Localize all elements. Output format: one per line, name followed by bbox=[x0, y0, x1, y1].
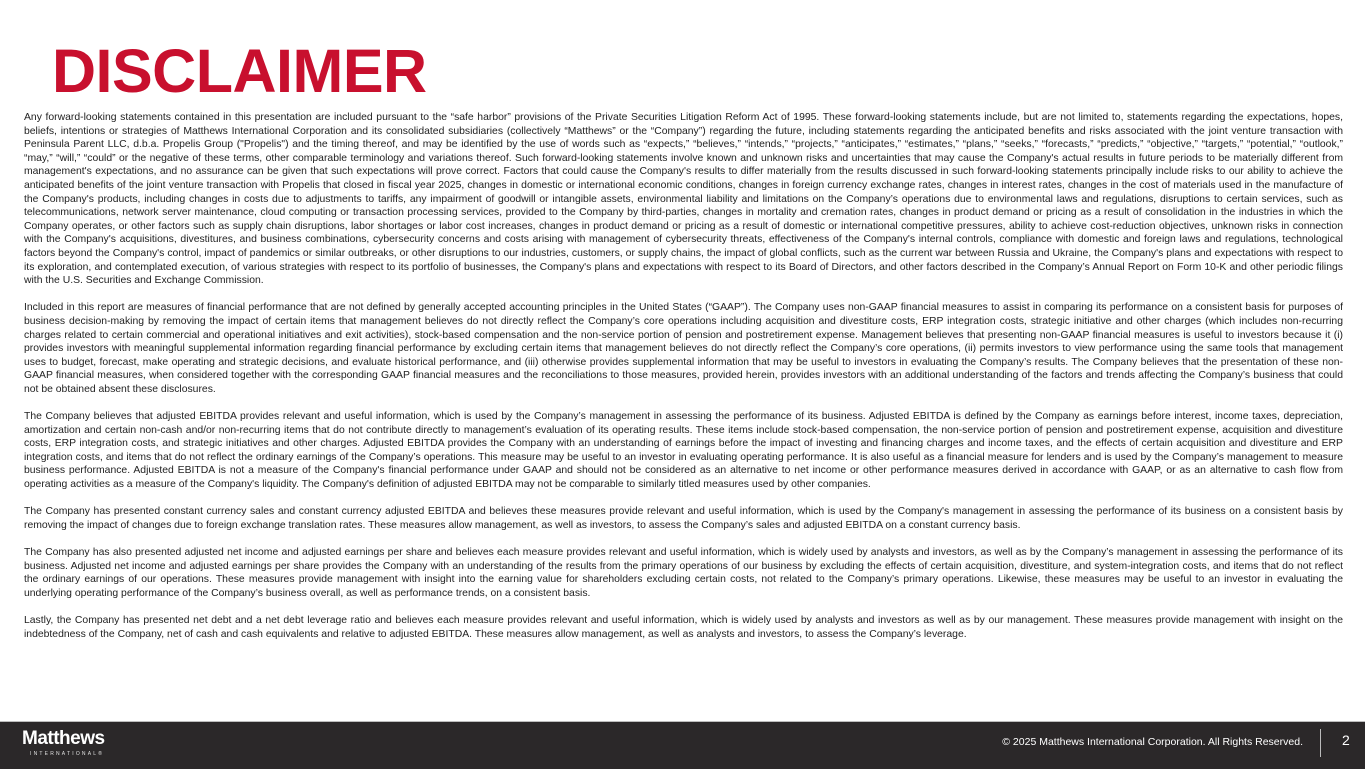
logo-subtitle: INTERNATIONAL® bbox=[30, 751, 105, 757]
matthews-logo bbox=[22, 729, 105, 757]
paragraph-adjusted-net-income: The Company has also presented adjusted net income and adjusted earnings per share and believes each measure provides relevant and useful information, which is widely used by analysts and investors, as well as by the Company’s management in assessing the performance of its business. Adjusted net income and adjusted earnings per share provides the Company with an understanding of the results from the primary operations of our business by excluding the effects of certain acquisition, divestiture, and system-integration costs, and items that do not reflect the ordinary earnings of our operations. These measures provide management with insight into the earning value for shareholders excluding certain costs, not related to the Company’s primary operations. Likewise, these measures may be useful to an investor in evaluating the underlying operating performance of the Company’s business overall, as well as performance trends, on a consistent basis. bbox=[24, 547, 1343, 599]
page-number: 2 bbox=[1342, 732, 1350, 748]
copyright-notice: © 2025 Matthews International Corporation. All Rights Reserved. bbox=[1002, 736, 1303, 748]
page-title: DISCLAIMER bbox=[52, 37, 427, 105]
paragraph-non-gaap: Included in this report are measures of financial performance that are not defined by generally accepted accounting principles in the United States (“GAAP”). The Company uses non-GAAP financial measures to assist in comparing its performance on a consistent basis for purposes of business decision-making by removing the impact of certain items that management believes do not directly reflect the Company’s core operations including acquisition and divestiture costs, ERP integration costs, strategic initiative and other charges (which includes non-recurring charges related to certain commercial and operational initiatives and exit activities), stock-based compensation and the non-service portion of pension and postretirement expense. Management believes that presenting non-GAAP financial measures is useful to investors because it (i) provides investors with meaningful supplemental information regarding financial performance by excluding certain items that management believes do not directly reflect the Company’s core operations, (ii) permits investors to view performance using the same tools that management uses to budget, forecast, make operating and strategic decisions, and evaluate historical performance, and (iii) otherwise provides supplemental information that may be useful to investors in evaluating the Company’s results. The Company believes that the presentation of these non-GAAP financial measures, when considered together with the corresponding GAAP financial measures and the reconciliations to those measures, provided herein, provides investors with an additional understanding of the factors and trends affecting the Company’s business that could not be obtained absent these disclosures. bbox=[24, 302, 1343, 395]
footer-vertical-divider bbox=[1320, 729, 1321, 757]
paragraph-net-debt: Lastly, the Company has presented net debt and a net debt leverage ratio and believes each measure provides relevant and useful information, which is widely used by analysts and investors as well as by our management. These measures provide management with insight on the indebtedness of the Company, net of cash and cash equivalents and relative to adjusted EBITDA. These measures allow management, as well as analysts and investors, to assess the Company’s leverage. bbox=[24, 614, 1343, 640]
paragraph-adjusted-ebitda: The Company believes that adjusted EBITDA provides relevant and useful information, which is used by the Company’s management in assessing the performance of its business. Adjusted EBITDA is defined by the Company as earnings before interest, income taxes, depreciation, amortization and certain non-cash and/or non-recurring items that do not contribute directly to management’s evaluation of its operating results. These items include stock-based compensation, the non-service portion of pension and postretirement expense, acquisition and divestiture costs, ERP integration costs, and strategic initiatives and other charges. Adjusted EBITDA provides the Company with an understanding of earnings before the impact of investing and financing charges and income taxes, and the effects of certain acquisition and divestiture and ERP integration costs, and items that do not reflect the ordinary earnings of the Company’s operations. This measure may be useful to an investor in evaluating operating performance. It is also useful as a financial measure for lenders and is used by the Company’s management to measure business performance. Adjusted EBITDA is not a measure of the Company's financial performance under GAAP and should not be considered as an alternative to net income or other performance measures derived in accordance with GAAP, or as an alternative to cash flow from operating activities as a measure of the Company's liquidity. The Company's definition of adjusted EBITDA may not be comparable to similarly titled measures used by other companies. bbox=[24, 411, 1343, 491]
disclaimer-body bbox=[24, 111, 1343, 655]
logo-wordmark: Matthews bbox=[22, 728, 105, 749]
paragraph-constant-currency: The Company has presented constant currency sales and constant currency adjusted EBITDA and believes these measures provide relevant and useful information, which is used by the Company's management in assessing the performance of its business on a consistent basis by removing the impact of changes due to foreign exchange translation rates. These measures allow management, as well as investors, to assess the Company’s sales and adjusted EBITDA on a constant currency basis. bbox=[24, 506, 1343, 531]
footer bbox=[0, 722, 1365, 769]
paragraph-forward-looking: Any forward-looking statements contained in this presentation are included pursuant to the “safe harbor” provisions of the Private Securities Litigation Reform Act of 1995. These forward-looking statements include, but are not limited to, statements regarding the expectations, hopes, beliefs, intentions or strategies of Matthews International Corporation and its consolidated subsidiaries (collectively “Matthews” or the “Company”) regarding the future, including statements regarding the anticipated benefits and risks associated with the joint venture transaction with Peninsula Parent LLC, d.b.a. Propelis Group ("Propelis") and the timing thereof, and may be identified by the use of words such as “expects,” “believes,” “intends,” “projects,” “anticipates,” “estimates,” “plans,” “seeks,” “forecasts,” “predicts,” “objective,” “targets,” “potential,” “outlook,” “may,” “will,” “could” or the negative of these terms, other comparable terminology and variations thereof. Such forward-looking statements involve known and unknown risks and uncertainties that may cause the Company's actual results in future periods to be materially different from management's expectations, and no assurance can be given that such expectations will prove correct. Factors that could cause the Company's results to differ materially from the results discussed in such forward-looking statements principally include risks to our ability to achieve the anticipated benefits of the joint venture transaction with Propelis that closed in fiscal year 2025, changes in domestic or international economic conditions, changes in foreign currency exchange rates, changes in interest rates, changes in the cost of materials used in the manufacture of the Company's products, including changes in costs due to adjustments to tariffs, any impairment of goodwill or intangible assets, environmental liability and limitations on the Company’s operations due to environmental laws and regulations, disruptions to certain services, such as telecommunications, network server maintenance, cloud computing or transaction processing services, provided to the Company by third-parties, changes in mortality and cremation rates, changes in product demand or pricing as a result of consolidation in the industries in which the Company operates, or other factors such as supply chain disruptions, labor shortages or labor cost increases, changes in product demand or pricing as a result of domestic or international competitive pressures, ability to achieve cost-reduction objectives, unknown risks in connection with the Company's acquisitions, divestitures, and business combinations, cybersecurity concerns and costs arising with management of cybersecurity threats, effectiveness of the Company's internal controls, compliance with domestic and foreign laws and regulations, technological factors beyond the Company's control, impact of pandemics or similar outbreaks, or other disruptions to our industries, customers, or supply chains, the impact of global conflicts, such as the current war between Russia and Ukraine, the Company's plans and expectations with respect to its exploration, and contemplated execution, of various strategies with respect to its portfolio of businesses, the Company's plans and expectations with respect to its Board of Directors, and other factors described in the Company’s Annual Report on Form 10-K and other periodic filings with the U.S. Securities and Exchange Commission. bbox=[24, 112, 1343, 287]
